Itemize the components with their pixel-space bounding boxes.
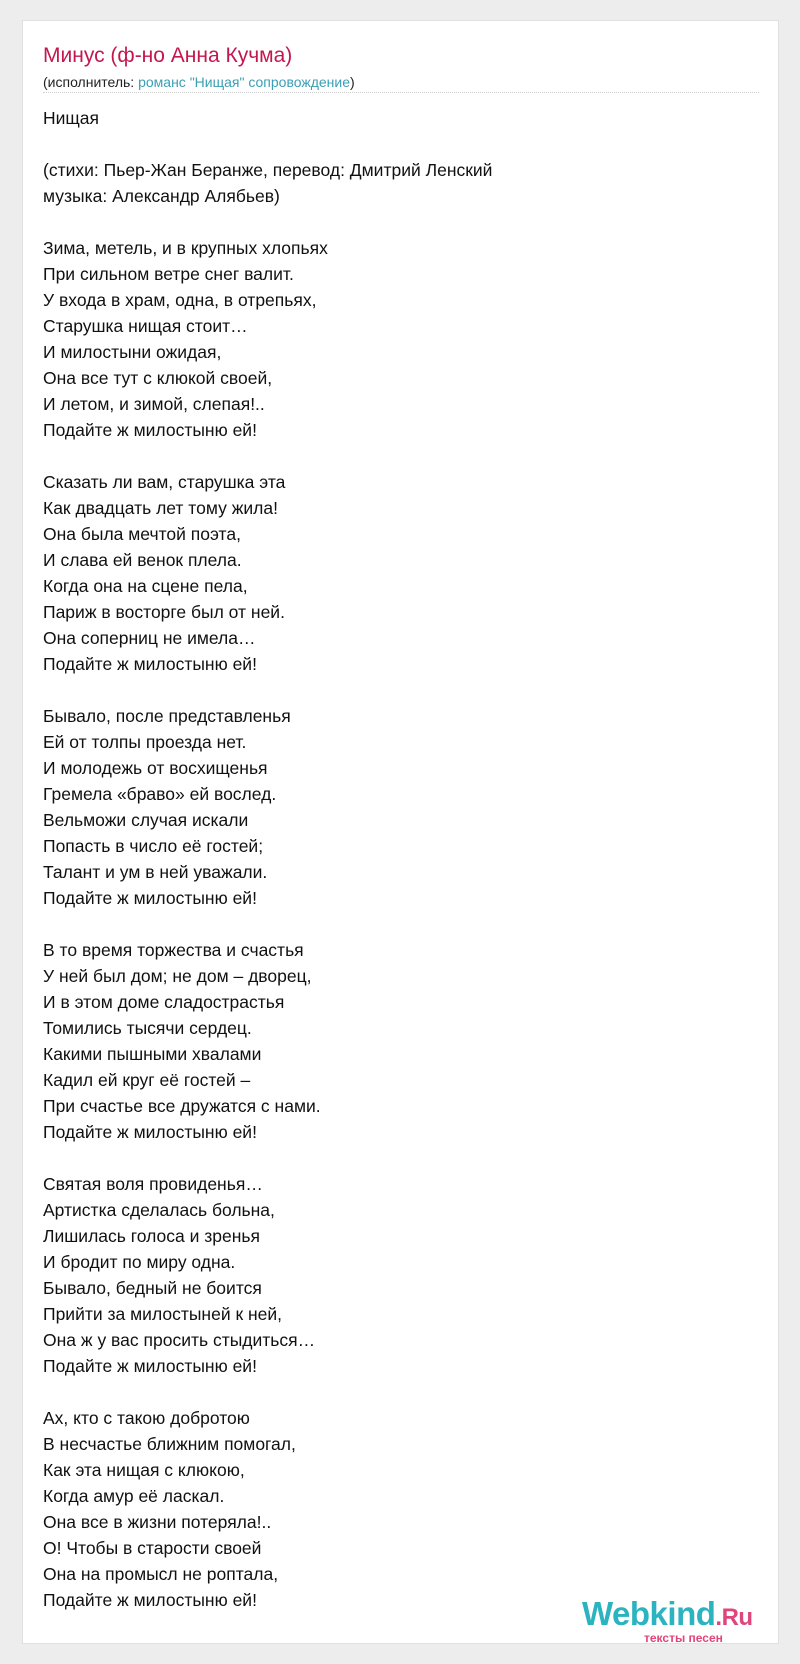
- lyric-line: Подайте ж милостыню ей!: [43, 1356, 257, 1376]
- lyric-line: музыка: Александр Алябьев): [43, 186, 280, 206]
- lyric-line: Старушка нищая стоит…: [43, 316, 248, 336]
- lyric-line: [43, 209, 743, 235]
- performer-suffix: ): [350, 74, 355, 90]
- lyric-line: Кадил ей круг её гостей –: [43, 1070, 251, 1090]
- lyric-line: Она на промысл не роптала,: [43, 1564, 279, 1584]
- lyric-line: Подайте ж милостыню ей!: [43, 1590, 257, 1610]
- lyric-line: [43, 1379, 743, 1405]
- lyric-line: Как эта нищая с клюкою,: [43, 1460, 245, 1480]
- webkind-logo: [582, 1596, 753, 1636]
- lyric-line: Ей от толпы проезда нет.: [43, 732, 247, 752]
- lyric-line: При счастье все дружатся с нами.: [43, 1096, 321, 1116]
- lyric-line: У входа в храм, одна, в отрепьях,: [43, 290, 317, 310]
- lyric-line: Зима, метель, и в крупных хлопьях: [43, 238, 328, 258]
- lyric-line: Когда она на сцене пела,: [43, 576, 248, 596]
- lyrics-text: [43, 105, 743, 1613]
- header-divider: [43, 92, 759, 93]
- performer-line: [43, 73, 355, 91]
- lyric-line: Бывало, после представленья: [43, 706, 291, 726]
- lyric-line: И летом, и зимой, слепая!..: [43, 394, 265, 414]
- lyric-line: И в этом доме сладострастья: [43, 992, 285, 1012]
- lyric-line: Она все тут с клюкой своей,: [43, 368, 273, 388]
- lyric-line: Гремела «браво» ей вослед.: [43, 784, 277, 804]
- lyric-line: Ах, кто с такою добротою: [43, 1408, 250, 1428]
- lyric-line: Париж в восторге был от ней.: [43, 602, 285, 622]
- lyric-line: И слава ей венок плела.: [43, 550, 242, 570]
- song-title: Минус (ф-но Анна Кучма): [43, 44, 293, 67]
- lyric-line: Попасть в число её гостей;: [43, 836, 264, 856]
- performer-link[interactable]: романс "Нищая" сопровождение: [138, 74, 351, 90]
- logo-name: Webkind: [582, 1595, 716, 1632]
- lyric-line: Подайте ж милостыню ей!: [43, 420, 257, 440]
- lyric-line: Как двадцать лет тому жила!: [43, 498, 278, 518]
- lyric-line: Бывало, бедный не боится: [43, 1278, 262, 1298]
- lyric-line: Она была мечтой поэта,: [43, 524, 241, 544]
- lyric-line: Нищая: [43, 108, 100, 128]
- lyric-line: У ней был дом; не дом – дворец,: [43, 966, 312, 986]
- lyric-line: Подайте ж милостыню ей!: [43, 654, 257, 674]
- lyric-line: Сказать ли вам, старушка эта: [43, 472, 286, 492]
- lyric-line: Она ж у вас просить стыдиться…: [43, 1330, 316, 1350]
- lyric-line: Святая воля провиденья…: [43, 1174, 263, 1194]
- lyric-line: Она все в жизни потеряла!..: [43, 1512, 272, 1532]
- lyric-line: Подайте ж милостыню ей!: [43, 888, 257, 908]
- performer-prefix: (исполнитель:: [43, 74, 139, 90]
- lyric-line: Она соперниц не имела…: [43, 628, 256, 648]
- lyric-line: О! Чтобы в старости своей: [43, 1538, 262, 1558]
- lyric-line: И молодежь от восхищенья: [43, 758, 268, 778]
- lyric-line: При сильном ветре снег валит.: [43, 264, 294, 284]
- lyric-line: [43, 911, 743, 937]
- lyric-line: (стихи: Пьер-Жан Беранже, перевод: Дмитрий Ленский: [43, 160, 493, 180]
- lyric-line: В то время торжества и счастья: [43, 940, 304, 960]
- lyric-line: И милостыни ожидая,: [43, 342, 222, 362]
- lyric-line: Томились тысячи сердец.: [43, 1018, 252, 1038]
- lyric-line: Лишилась голоса и зренья: [43, 1226, 260, 1246]
- lyric-line: Артистка сделалась больна,: [43, 1200, 275, 1220]
- lyric-line: Какими пышными хвалами: [43, 1044, 262, 1064]
- lyric-line: Прийти за милостыней к ней,: [43, 1304, 283, 1324]
- lyric-line: [43, 131, 743, 157]
- logo-subtitle: тексты песен: [644, 1631, 723, 1645]
- lyric-line: [43, 443, 743, 469]
- lyric-line: Подайте ж милостыню ей!: [43, 1122, 257, 1142]
- lyric-line: В несчастье ближним помогал,: [43, 1434, 296, 1454]
- lyric-line: Когда амур её ласкал.: [43, 1486, 225, 1506]
- lyric-line: [43, 1145, 743, 1171]
- lyric-line: Вельможи случая искали: [43, 810, 249, 830]
- lyric-line: Талант и ум в ней уважали.: [43, 862, 268, 882]
- lyric-line: И бродит по миру одна.: [43, 1252, 236, 1272]
- lyric-line: [43, 677, 743, 703]
- logo-tld: .Ru: [715, 1604, 753, 1631]
